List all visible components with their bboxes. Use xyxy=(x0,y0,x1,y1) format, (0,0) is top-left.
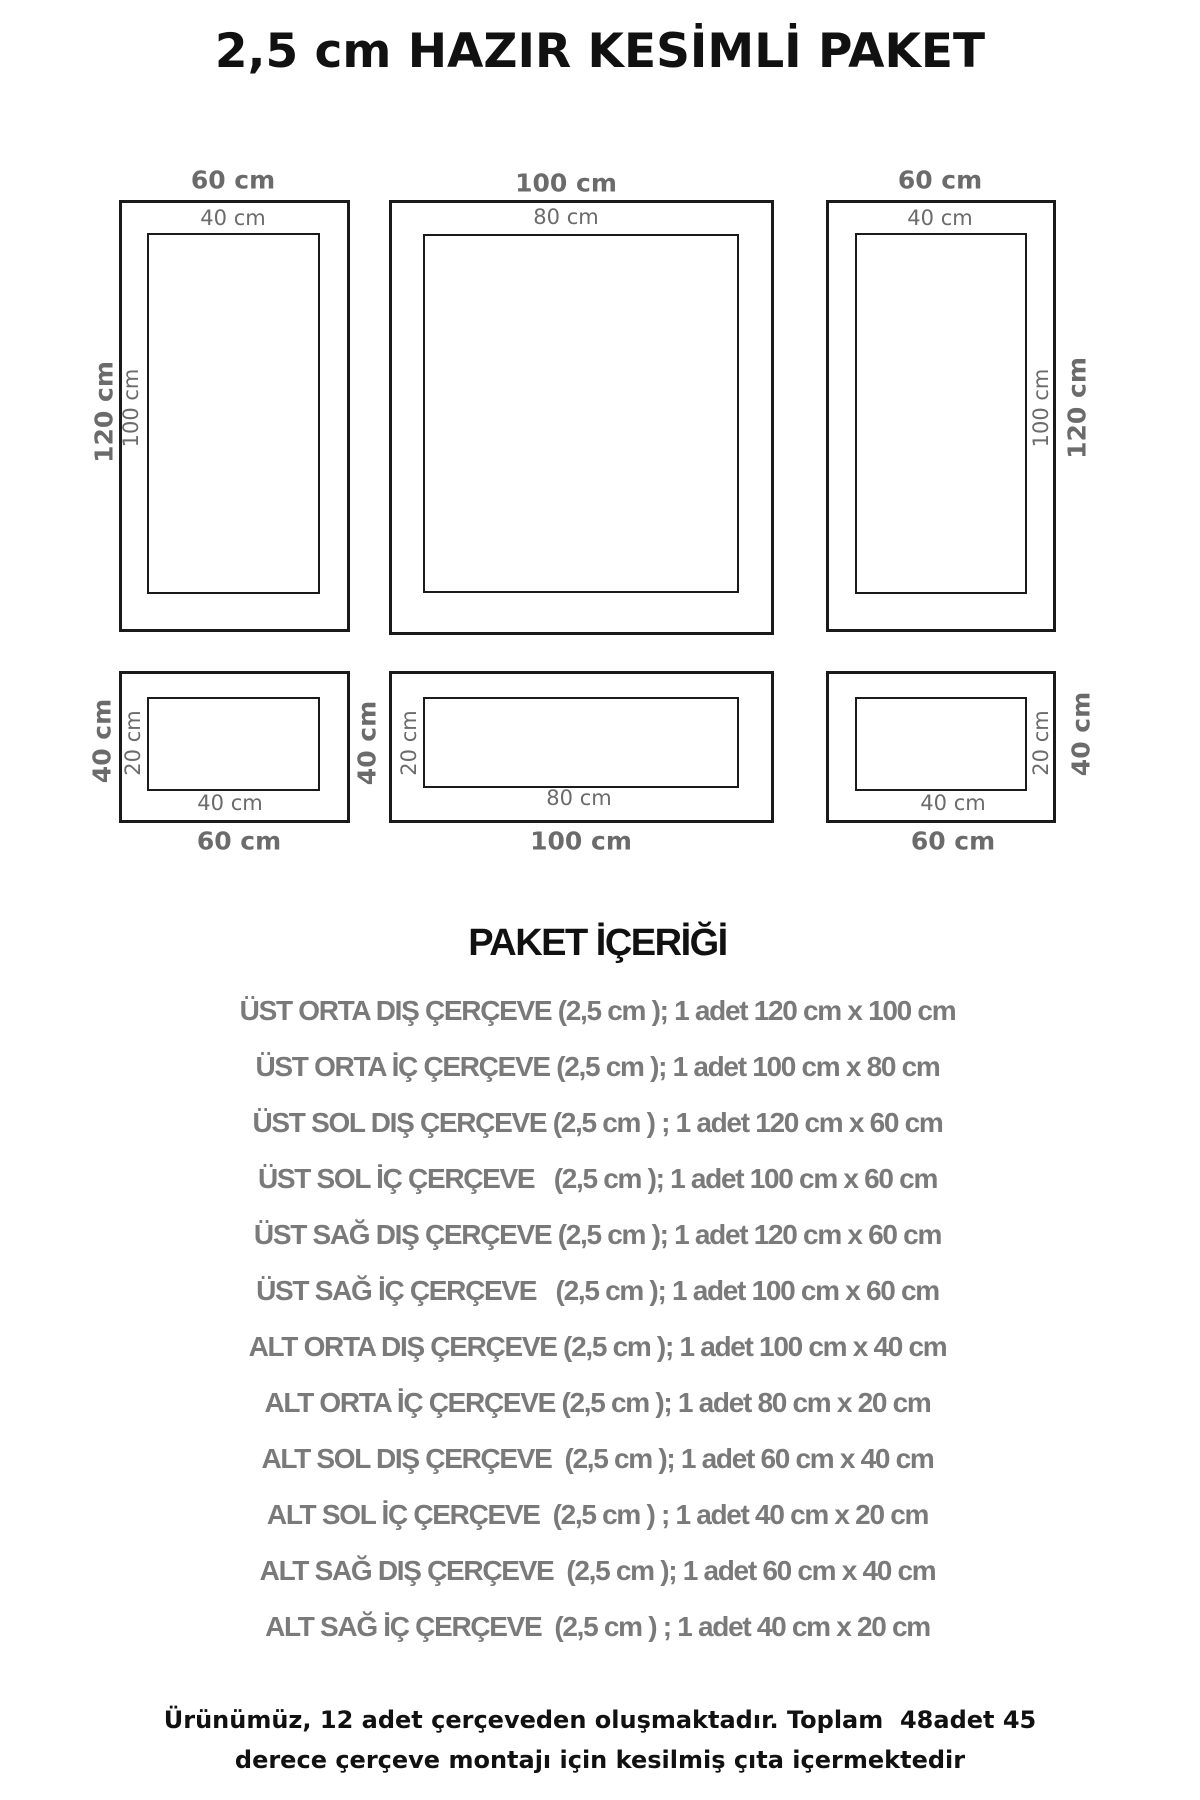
top-left-outer-width: 60 cm xyxy=(190,165,276,195)
bottom-middle-inner-height: 20 cm xyxy=(397,710,421,776)
page-title: 2,5 cm HAZIR KESİMLİ PAKET xyxy=(214,24,986,79)
top-right-inner-height: 100 cm xyxy=(1029,368,1053,448)
bottom-right-outer-height: 40 cm xyxy=(1066,691,1096,777)
list-item: ALT SOL İÇ ÇERÇEVE (2,5 cm ) ; 1 adet 40 cm x 20 cm xyxy=(266,1499,929,1530)
footer-line-1: Ürünümüz, 12 adet çerçeveden oluşmaktadır. Toplam 48adet 45 xyxy=(163,1706,1037,1734)
top-left-inner-width: 40 cm xyxy=(200,206,266,230)
bottom-middle-outer-height: 40 cm xyxy=(352,700,382,786)
top-right-outer-width: 60 cm xyxy=(897,165,983,195)
list-item: ÜST SAĞ DIŞ ÇERÇEVE (2,5 cm ); 1 adet 120 cm x 60 cm xyxy=(253,1219,942,1250)
bottom-right-inner-frame xyxy=(855,697,1027,791)
list-item: ALT ORTA İÇ ÇERÇEVE (2,5 cm ); 1 adet 80 cm x 20 cm xyxy=(264,1387,931,1418)
list-item: ALT ORTA DIŞ ÇERÇEVE (2,5 cm ); 1 adet 100 cm x 40 cm xyxy=(248,1331,947,1362)
list-item: ALT SAĞ DIŞ ÇERÇEVE (2,5 cm ); 1 adet 60 cm x 40 cm xyxy=(259,1555,936,1586)
top-left-inner-frame xyxy=(147,233,320,594)
list-item: ÜST SAĞ İÇ ÇERÇEVE (2,5 cm ); 1 adet 100 cm x 60 cm xyxy=(256,1275,939,1306)
package-contents-heading: PAKET İÇERİĞİ xyxy=(468,922,727,964)
bottom-middle-outer-width: 100 cm xyxy=(530,826,632,856)
top-middle-outer-width: 100 cm xyxy=(515,168,617,198)
bottom-left-outer-width: 60 cm xyxy=(196,826,282,856)
footer-note xyxy=(0,1700,1200,1780)
list-item: ÜST SOL İÇ ÇERÇEVE (2,5 cm ); 1 adet 100 cm x 60 cm xyxy=(257,1163,938,1194)
list-item: ÜST ORTA DIŞ ÇERÇEVE (2,5 cm ); 1 adet 120 cm x 100 cm xyxy=(239,995,956,1026)
top-middle-inner-frame xyxy=(423,234,739,593)
bottom-middle-inner-width: 80 cm xyxy=(546,786,612,810)
top-right-outer-height: 120 cm xyxy=(1062,357,1092,459)
list-item: ALT SAĞ İÇ ÇERÇEVE (2,5 cm ) ; 1 adet 40 cm x 20 cm xyxy=(265,1611,930,1642)
top-left-outer-height: 120 cm xyxy=(89,361,119,463)
list-item: ÜST ORTA İÇ ÇERÇEVE (2,5 cm ); 1 adet 100 cm x 80 cm xyxy=(255,1051,940,1082)
top-right-inner-width: 40 cm xyxy=(907,206,973,230)
bottom-left-inner-width: 40 cm xyxy=(197,791,263,815)
bottom-right-inner-width: 40 cm xyxy=(920,791,986,815)
bottom-left-inner-height: 20 cm xyxy=(121,710,145,776)
bottom-right-outer-width: 60 cm xyxy=(910,826,996,856)
top-left-inner-height: 100 cm xyxy=(119,368,143,448)
footer-line-2: derece çerçeve montajı için kesilmiş çıta içermektedir xyxy=(234,1746,966,1774)
top-middle-inner-width: 80 cm xyxy=(533,205,599,229)
top-right-inner-frame xyxy=(855,233,1027,594)
bottom-left-outer-height: 40 cm xyxy=(87,698,117,784)
bottom-middle-inner-frame xyxy=(423,697,739,788)
package-contents-list xyxy=(0,993,1195,1665)
list-item: ÜST SOL DIŞ ÇERÇEVE (2,5 cm ) ; 1 adet 120 cm x 60 cm xyxy=(252,1107,943,1138)
bottom-right-inner-height: 20 cm xyxy=(1029,710,1053,776)
list-item: ALT SOL DIŞ ÇERÇEVE (2,5 cm ); 1 adet 60 cm x 40 cm xyxy=(261,1443,934,1474)
bottom-left-inner-frame xyxy=(147,697,320,791)
